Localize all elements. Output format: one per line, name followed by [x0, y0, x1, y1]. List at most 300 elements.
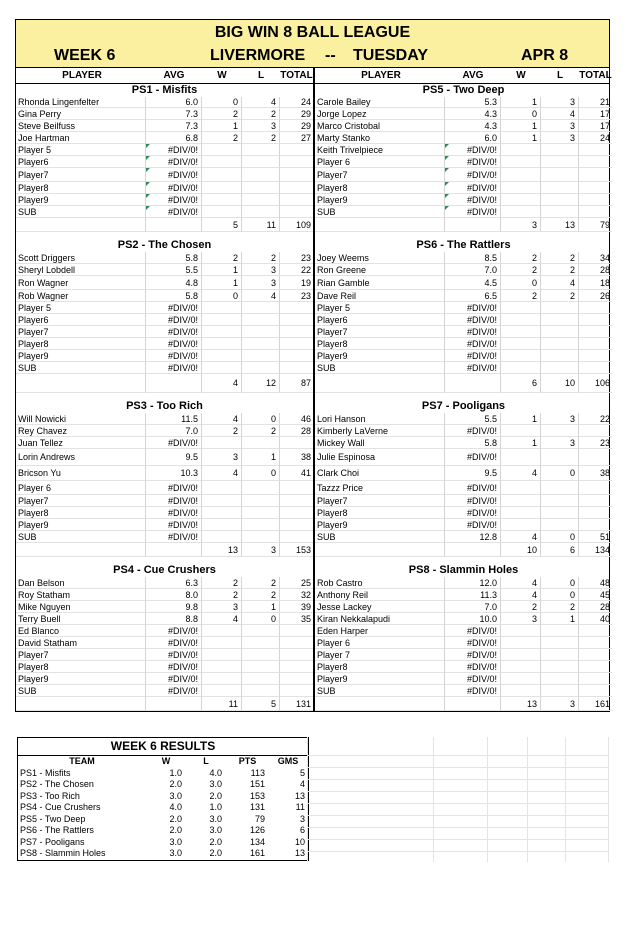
player-row: [16, 326, 313, 338]
result-losses: 3.0: [209, 825, 222, 835]
player-name: Player 5: [16, 302, 146, 314]
result-points: 126: [249, 825, 265, 835]
player-avg: #DIV/0!: [146, 206, 202, 218]
result-games: 3: [299, 813, 305, 824]
player-row: [315, 613, 612, 625]
empty-grid-area: [307, 737, 610, 862]
result-wins: 2.0: [169, 779, 182, 789]
result-wins: 2.0: [169, 813, 182, 824]
player-wins: [501, 507, 541, 519]
player-name: Carole Bailey: [315, 97, 445, 108]
player-name: Player7: [315, 326, 445, 338]
team-title: PS2 - The Chosen: [117, 239, 212, 251]
player-wins: [202, 625, 242, 637]
player-avg: #DIV/0!: [445, 661, 501, 673]
player-avg: #DIV/0!: [445, 481, 501, 495]
player-wins: [501, 495, 541, 507]
player-row: [315, 144, 612, 156]
team-section: [315, 557, 612, 711]
player-row: [16, 264, 313, 276]
player-name: Player8: [16, 507, 146, 519]
player-avg: 5.5: [445, 413, 501, 425]
player-row: [315, 350, 612, 362]
player-name: Rey Chavez: [16, 425, 146, 437]
player-total: 161: [579, 697, 612, 711]
results-header-row: [18, 756, 308, 768]
column-headers-right: [315, 68, 612, 83]
player-name: [315, 697, 445, 711]
date-label: APR 8: [521, 47, 569, 64]
player-total: [579, 685, 612, 697]
player-losses: [242, 673, 280, 685]
player-name: Lorin Andrews: [16, 449, 146, 466]
player-wins: [202, 206, 242, 218]
player-name: Roy Statham: [16, 589, 146, 601]
player-total: [280, 507, 313, 519]
player-losses: 3: [242, 264, 280, 276]
player-total: [280, 437, 313, 449]
player-losses: [242, 182, 280, 194]
player-row: [315, 252, 612, 264]
player-wins: 13: [202, 543, 242, 557]
player-total: 106: [579, 374, 612, 393]
player-name: Rob Castro: [315, 577, 445, 589]
player-avg: 4.5: [445, 276, 501, 290]
player-losses: 0: [541, 589, 579, 601]
player-wins: 11: [202, 697, 242, 711]
player-row: [16, 413, 313, 425]
team-section: [16, 557, 313, 711]
grid-line: [307, 755, 609, 756]
result-team: PS4 - Cue Crushers: [20, 802, 101, 812]
player-avg: 12.0: [445, 577, 501, 589]
player-losses: [541, 362, 579, 374]
player-wins: 3: [501, 218, 541, 232]
player-losses: [242, 206, 280, 218]
player-name: SUB: [315, 531, 445, 543]
player-row: [315, 625, 612, 637]
player-avg: [445, 543, 501, 557]
player-name: Player 7: [315, 649, 445, 661]
player-avg: #DIV/0!: [445, 168, 501, 182]
player-losses: 2: [242, 577, 280, 589]
player-losses: [242, 685, 280, 697]
player-avg: #DIV/0!: [146, 350, 202, 362]
player-name: SUB: [16, 685, 146, 697]
player-wins: [501, 206, 541, 218]
grid-line: [307, 779, 609, 780]
player-name: Dave Reil: [315, 290, 445, 302]
col-total-header: TOTAL: [280, 70, 313, 81]
player-total: [280, 314, 313, 326]
player-total: [280, 649, 313, 661]
player-row: [315, 290, 612, 302]
grid-line: [307, 827, 609, 828]
player-total: 40: [579, 613, 612, 625]
player-row: [16, 156, 313, 168]
player-avg: 8.0: [146, 589, 202, 601]
player-total: 38: [280, 449, 313, 466]
player-wins: 1: [501, 120, 541, 132]
player-wins: [202, 495, 242, 507]
player-row: [16, 637, 313, 649]
player-total: 28: [579, 264, 612, 276]
week-results-table: [17, 737, 309, 861]
player-name: Ron Greene: [315, 264, 445, 276]
player-total: 22: [579, 413, 612, 425]
player-wins: [202, 156, 242, 168]
player-row: [16, 661, 313, 673]
player-avg: 11.3: [445, 589, 501, 601]
player-losses: 3: [242, 543, 280, 557]
player-losses: [242, 637, 280, 649]
team-title: PS1 - Misfits: [131, 84, 198, 96]
player-avg: #DIV/0!: [445, 495, 501, 507]
player-total: 23: [280, 290, 313, 302]
player-wins: [202, 144, 242, 156]
player-losses: 2: [242, 108, 280, 120]
player-name: Tazzz Price: [315, 481, 445, 495]
player-total: 28: [579, 601, 612, 613]
player-losses: [242, 531, 280, 543]
player-row: [16, 182, 313, 194]
player-name: Mike Nguyen: [16, 601, 146, 613]
player-avg: #DIV/0!: [445, 685, 501, 697]
player-name: Keith Trivelpiece: [315, 144, 445, 156]
player-avg: 4.8: [146, 276, 202, 290]
player-wins: [202, 168, 242, 182]
player-total: 45: [579, 589, 612, 601]
player-total: 38: [579, 466, 612, 481]
player-total: 23: [579, 437, 612, 449]
teams-right-column: [315, 84, 612, 711]
player-name: SUB: [16, 531, 146, 543]
player-losses: 2: [242, 252, 280, 264]
result-team: PS3 - Too Rich: [20, 790, 80, 801]
player-wins: 6: [501, 374, 541, 393]
player-total: [280, 637, 313, 649]
player-wins: 1: [501, 97, 541, 108]
player-total: [579, 326, 612, 338]
player-avg: 6.0: [146, 97, 202, 108]
player-wins: 0: [501, 108, 541, 120]
player-name: [315, 543, 445, 557]
player-wins: [501, 685, 541, 697]
player-avg: 7.0: [445, 264, 501, 276]
player-avg: #DIV/0!: [445, 625, 501, 637]
player-avg: #DIV/0!: [146, 362, 202, 374]
player-losses: 3: [541, 132, 579, 144]
player-losses: [242, 362, 280, 374]
player-wins: 1: [501, 437, 541, 449]
team-title: PS8 - Slammin Holes: [408, 564, 519, 576]
player-row: [16, 276, 313, 290]
player-avg: #DIV/0!: [146, 194, 202, 206]
results-row: [18, 814, 308, 826]
player-losses: [541, 194, 579, 206]
player-name: Player8: [315, 507, 445, 519]
player-name: Bricson Yu: [16, 466, 146, 481]
player-row: [16, 97, 313, 108]
player-row: [315, 362, 612, 374]
player-avg: #DIV/0!: [445, 156, 501, 168]
teams-body: [15, 84, 610, 712]
results-row: [18, 779, 308, 791]
player-total: [579, 507, 612, 519]
player-losses: 3: [541, 97, 579, 108]
team-total-row: [315, 374, 612, 393]
player-losses: 2: [541, 252, 579, 264]
player-avg: 12.8: [445, 531, 501, 543]
col-player-header: PLAYER: [62, 70, 102, 81]
player-wins: 4: [202, 466, 242, 481]
player-losses: 3: [541, 437, 579, 449]
player-wins: 2: [501, 601, 541, 613]
player-avg: #DIV/0!: [146, 637, 202, 649]
player-losses: 10: [541, 374, 579, 393]
player-total: [579, 302, 612, 314]
player-total: [280, 350, 313, 362]
team-title: PS5 - Two Deep: [422, 84, 505, 96]
team-total-row: [315, 218, 612, 232]
player-avg: #DIV/0!: [445, 507, 501, 519]
results-row: [18, 848, 308, 860]
result-wins: 3.0: [169, 790, 182, 801]
player-wins: [202, 338, 242, 350]
player-total: [280, 302, 313, 314]
player-row: [16, 120, 313, 132]
player-name: Player8: [315, 182, 445, 194]
player-total: 26: [579, 290, 612, 302]
player-losses: [242, 507, 280, 519]
results-row: [18, 768, 308, 780]
player-total: 35: [280, 613, 313, 625]
player-avg: #DIV/0!: [146, 437, 202, 449]
player-total: [579, 449, 612, 466]
result-team: PS2 - The Chosen: [20, 779, 94, 789]
player-wins: [501, 156, 541, 168]
player-name: Jesse Lackey: [315, 601, 445, 613]
player-losses: [541, 495, 579, 507]
player-name: Rhonda Lingenfelter: [16, 97, 146, 108]
results-row: [18, 837, 308, 849]
player-wins: [202, 314, 242, 326]
player-row: [315, 649, 612, 661]
player-name: Player 5: [16, 144, 146, 156]
player-losses: 6: [541, 543, 579, 557]
player-avg: #DIV/0!: [445, 637, 501, 649]
player-wins: [202, 362, 242, 374]
col-total-header: TOTAL: [579, 70, 612, 81]
player-losses: 12: [242, 374, 280, 393]
team-total-row: [16, 697, 313, 711]
player-avg: 6.5: [445, 290, 501, 302]
player-avg: #DIV/0!: [146, 673, 202, 685]
player-row: [16, 507, 313, 519]
player-total: [280, 194, 313, 206]
player-total: [579, 338, 612, 350]
result-points: 151: [249, 779, 265, 789]
player-name: David Statham: [16, 637, 146, 649]
results-gms-header: GMS: [277, 756, 299, 766]
player-total: 29: [280, 108, 313, 120]
player-name: [16, 374, 146, 393]
player-row: [315, 437, 612, 449]
player-losses: 0: [541, 577, 579, 589]
player-losses: [541, 182, 579, 194]
player-row: [315, 481, 612, 495]
result-team: PS1 - Misfits: [20, 767, 71, 778]
player-wins: 2: [202, 108, 242, 120]
player-avg: #DIV/0!: [445, 314, 501, 326]
player-wins: 2: [202, 252, 242, 264]
player-name: Player9: [16, 519, 146, 531]
player-losses: 11: [242, 218, 280, 232]
player-row: [16, 449, 313, 466]
player-wins: [501, 362, 541, 374]
player-avg: #DIV/0!: [445, 144, 501, 156]
player-row: [315, 156, 612, 168]
player-name: Ed Blanco: [16, 625, 146, 637]
player-wins: 0: [202, 97, 242, 108]
player-total: [579, 481, 612, 495]
player-wins: 4: [501, 531, 541, 543]
player-avg: 5.3: [445, 97, 501, 108]
grid-line: [307, 851, 609, 852]
result-points: 113: [250, 767, 265, 778]
column-headers: [15, 68, 610, 84]
player-avg: #DIV/0!: [146, 144, 202, 156]
result-losses: 2.0: [209, 836, 222, 847]
grid-line: [307, 839, 609, 840]
player-name: Player7: [16, 168, 146, 182]
player-wins: 2: [501, 264, 541, 276]
player-wins: 4: [501, 577, 541, 589]
player-avg: 11.5: [146, 413, 202, 425]
player-avg: #DIV/0!: [445, 302, 501, 314]
player-name: Julie Espinosa: [315, 449, 445, 466]
player-avg: #DIV/0!: [445, 673, 501, 685]
player-row: [315, 519, 612, 531]
player-wins: [202, 302, 242, 314]
player-row: [315, 531, 612, 543]
player-name: [16, 218, 146, 232]
player-avg: 8.8: [146, 613, 202, 625]
player-losses: 5: [242, 697, 280, 711]
col-player-header: PLAYER: [361, 70, 401, 81]
player-losses: 1: [541, 613, 579, 625]
player-losses: 2: [242, 589, 280, 601]
player-total: 87: [280, 374, 313, 393]
player-avg: #DIV/0!: [146, 168, 202, 182]
player-losses: 1: [242, 449, 280, 466]
player-name: Player7: [16, 495, 146, 507]
team-total-row: [16, 543, 313, 557]
player-row: [16, 338, 313, 350]
player-row: [315, 264, 612, 276]
player-losses: 0: [242, 613, 280, 625]
player-wins: [501, 326, 541, 338]
player-avg: #DIV/0!: [445, 362, 501, 374]
player-losses: [242, 495, 280, 507]
result-games: 5: [299, 767, 305, 778]
player-avg: #DIV/0!: [445, 206, 501, 218]
results-title: WEEK 6 RESULTS: [18, 738, 308, 756]
player-row: [16, 589, 313, 601]
player-row: [16, 613, 313, 625]
player-name: Will Nowicki: [16, 413, 146, 425]
player-avg: #DIV/0!: [445, 519, 501, 531]
team-section: [315, 393, 612, 557]
player-name: Player6: [16, 156, 146, 168]
player-name: SUB: [16, 206, 146, 218]
player-losses: 0: [242, 413, 280, 425]
result-losses: 4.0: [209, 767, 222, 778]
player-wins: 4: [202, 413, 242, 425]
player-row: [315, 302, 612, 314]
result-losses: 3.0: [209, 813, 222, 824]
player-total: [280, 685, 313, 697]
player-losses: [541, 338, 579, 350]
player-row: [16, 531, 313, 543]
player-avg: 9.5: [445, 466, 501, 481]
player-total: [579, 350, 612, 362]
player-row: [16, 362, 313, 374]
player-losses: 3: [541, 697, 579, 711]
player-total: [579, 182, 612, 194]
player-avg: 7.0: [445, 601, 501, 613]
player-avg: 5.8: [445, 437, 501, 449]
player-losses: 3: [242, 276, 280, 290]
player-avg: 9.8: [146, 601, 202, 613]
player-wins: [202, 661, 242, 673]
player-losses: 1: [242, 601, 280, 613]
team-title: PS4 - Cue Crushers: [113, 564, 216, 576]
player-name: Player9: [315, 194, 445, 206]
player-row: [16, 649, 313, 661]
player-losses: 2: [541, 290, 579, 302]
player-avg: 4.3: [445, 120, 501, 132]
col-w-header: W: [217, 70, 227, 81]
player-losses: [242, 194, 280, 206]
player-avg: #DIV/0!: [445, 425, 501, 437]
player-name: Clark Choi: [315, 466, 445, 481]
player-total: [579, 144, 612, 156]
team-title: PS6 - The Rattlers: [416, 239, 511, 251]
player-wins: [501, 625, 541, 637]
player-total: 32: [280, 589, 313, 601]
player-row: [16, 350, 313, 362]
player-avg: #DIV/0!: [146, 314, 202, 326]
teams-left-column: [16, 84, 315, 711]
player-losses: 3: [541, 120, 579, 132]
player-losses: [541, 649, 579, 661]
player-name: [315, 374, 445, 393]
player-row: [16, 144, 313, 156]
player-total: 19: [280, 276, 313, 290]
results-row: [18, 802, 308, 814]
player-row: [315, 206, 612, 218]
player-wins: [202, 437, 242, 449]
player-row: [16, 425, 313, 437]
player-losses: 2: [242, 425, 280, 437]
player-wins: [202, 637, 242, 649]
player-wins: [202, 531, 242, 543]
player-name: Player 5: [315, 302, 445, 314]
player-wins: [501, 314, 541, 326]
player-name: Gina Perry: [16, 108, 146, 120]
player-avg: #DIV/0!: [146, 625, 202, 637]
